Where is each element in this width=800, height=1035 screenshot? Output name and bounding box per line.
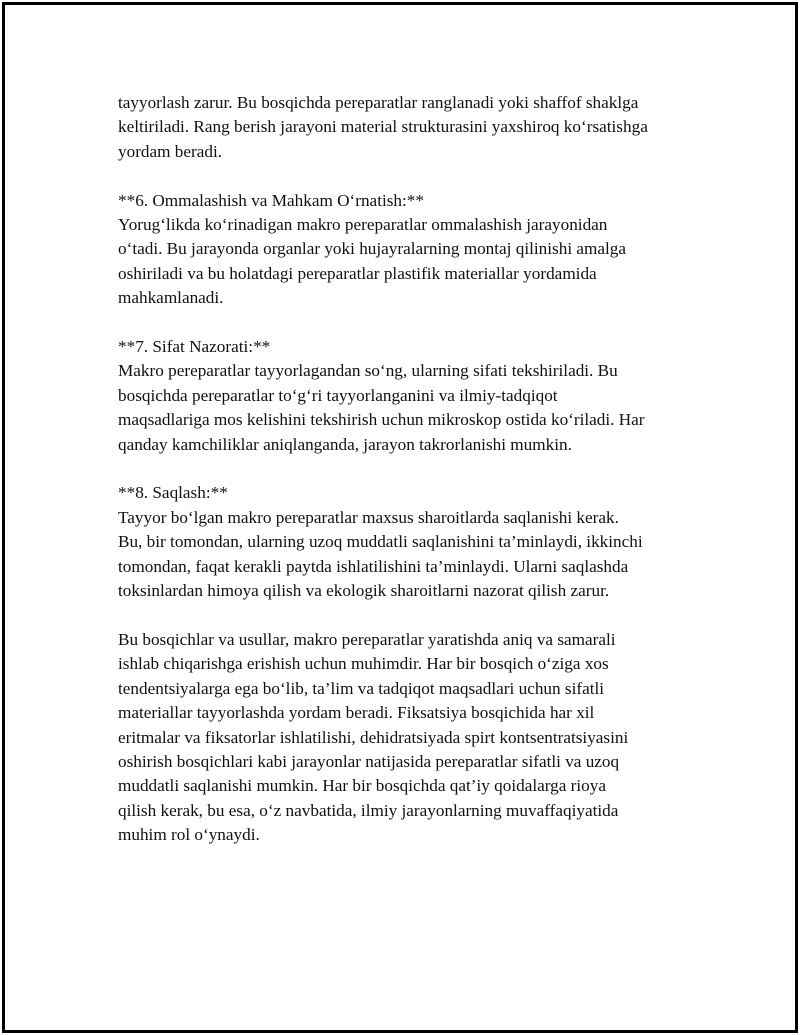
section-heading: **7. Sifat Nazorati:** [118, 337, 271, 357]
text-line: muhim rol o‘ynaydi. [118, 825, 260, 845]
section-heading: **6. Ommalashish va Mahkam O‘rnatish:** [118, 190, 424, 210]
text-line: muddatli saqlanishi mumkin. Har bir bosqichda qat’iy qoidalarga rioya [118, 776, 606, 796]
paragraph-staining-continued [118, 91, 698, 164]
text-line: Bu bosqichlar va usullar, makro pereparatlar yaratishda aniq va samarali [118, 629, 616, 649]
text-line: Yorug‘likda ko‘rinadigan makro pereparatlar ommalashish jarayonidan [118, 215, 608, 235]
section-heading: **8. Saqlash:** [118, 483, 228, 503]
text-line: mahkamlanadi. [118, 288, 224, 308]
text-line: tomondan, faqat kerakli paytda ishlatilishini ta’minlaydi. Ularni saqlashda [118, 556, 629, 576]
text-line: bosqichda pereparatlar to‘g‘ri tayyorlanganini va ilmiy-tadqiqot [118, 385, 558, 405]
document-body [118, 91, 698, 872]
text-line: toksinlardan himoya qilish va ekologik sharoitlarni nazorat qilish zarur. [118, 581, 610, 601]
text-line: oshiriladi va bu holatdagi pereparatlar plastifik materiallar yordamida [118, 263, 597, 283]
text-line: o‘tadi. Bu jarayonda organlar yoki hujayralarning montaj qilinishi amalga [118, 239, 627, 259]
section-mounting [118, 189, 698, 311]
text-line: tendentsiyalarga ega bo‘lib, ta’lim va tadqiqot maqsadlari uchun sifatli [118, 678, 605, 698]
text-line: Makro pereparatlar tayyorlagandan so‘ng, ularning sifati tekshiriladi. Bu [118, 361, 618, 381]
section-storage [118, 481, 698, 603]
paragraph-conclusion [118, 628, 698, 848]
text-line: tayyorlash zarur. Bu bosqichda pereparatlar ranglanadi yoki shaffof shaklga [118, 93, 639, 112]
text-line: maqsadlariga mos kelishini tekshirish uchun mikroskop ostida ko‘riladi. Har [118, 410, 645, 430]
text-line: qanday kamchiliklar aniqlanganda, jarayon takrorlanishi mumkin. [118, 434, 572, 454]
text-line: eritmalar va fiksatorlar ishlatilishi, dehidratsiyada spirt kontsentratsiyasini [118, 727, 629, 747]
text-line: Tayyor bo‘lgan makro pereparatlar maxsus sharoitlarda saqlanishi kerak. [118, 507, 619, 527]
text-line: ishlab chiqarishga erishish uchun muhimdir. Har bir bosqich o‘ziga xos [118, 654, 609, 674]
text-line: keltiriladi. Rang berish jarayoni material strukturasini yaxshiroq ko‘rsatishga [118, 117, 648, 137]
text-line: materiallar tayyorlashda yordam beradi. Fiksatsiya bosqichida har xil [118, 703, 595, 723]
section-quality-control [118, 335, 698, 457]
text-line: Bu, bir tomondan, ularning uzoq muddatli saqlanishini ta’minlaydi, ikkinchi [118, 532, 643, 552]
text-line: qilish kerak, bu esa, o‘z navbatida, ilmiy jarayonlarning muvaffaqiyatida [118, 800, 619, 820]
text-line: oshirish bosqichlari kabi jarayonlar natijasida pereparatlar sifatli va uzoq [118, 751, 620, 771]
text-line: yordam beradi. [118, 141, 223, 161]
